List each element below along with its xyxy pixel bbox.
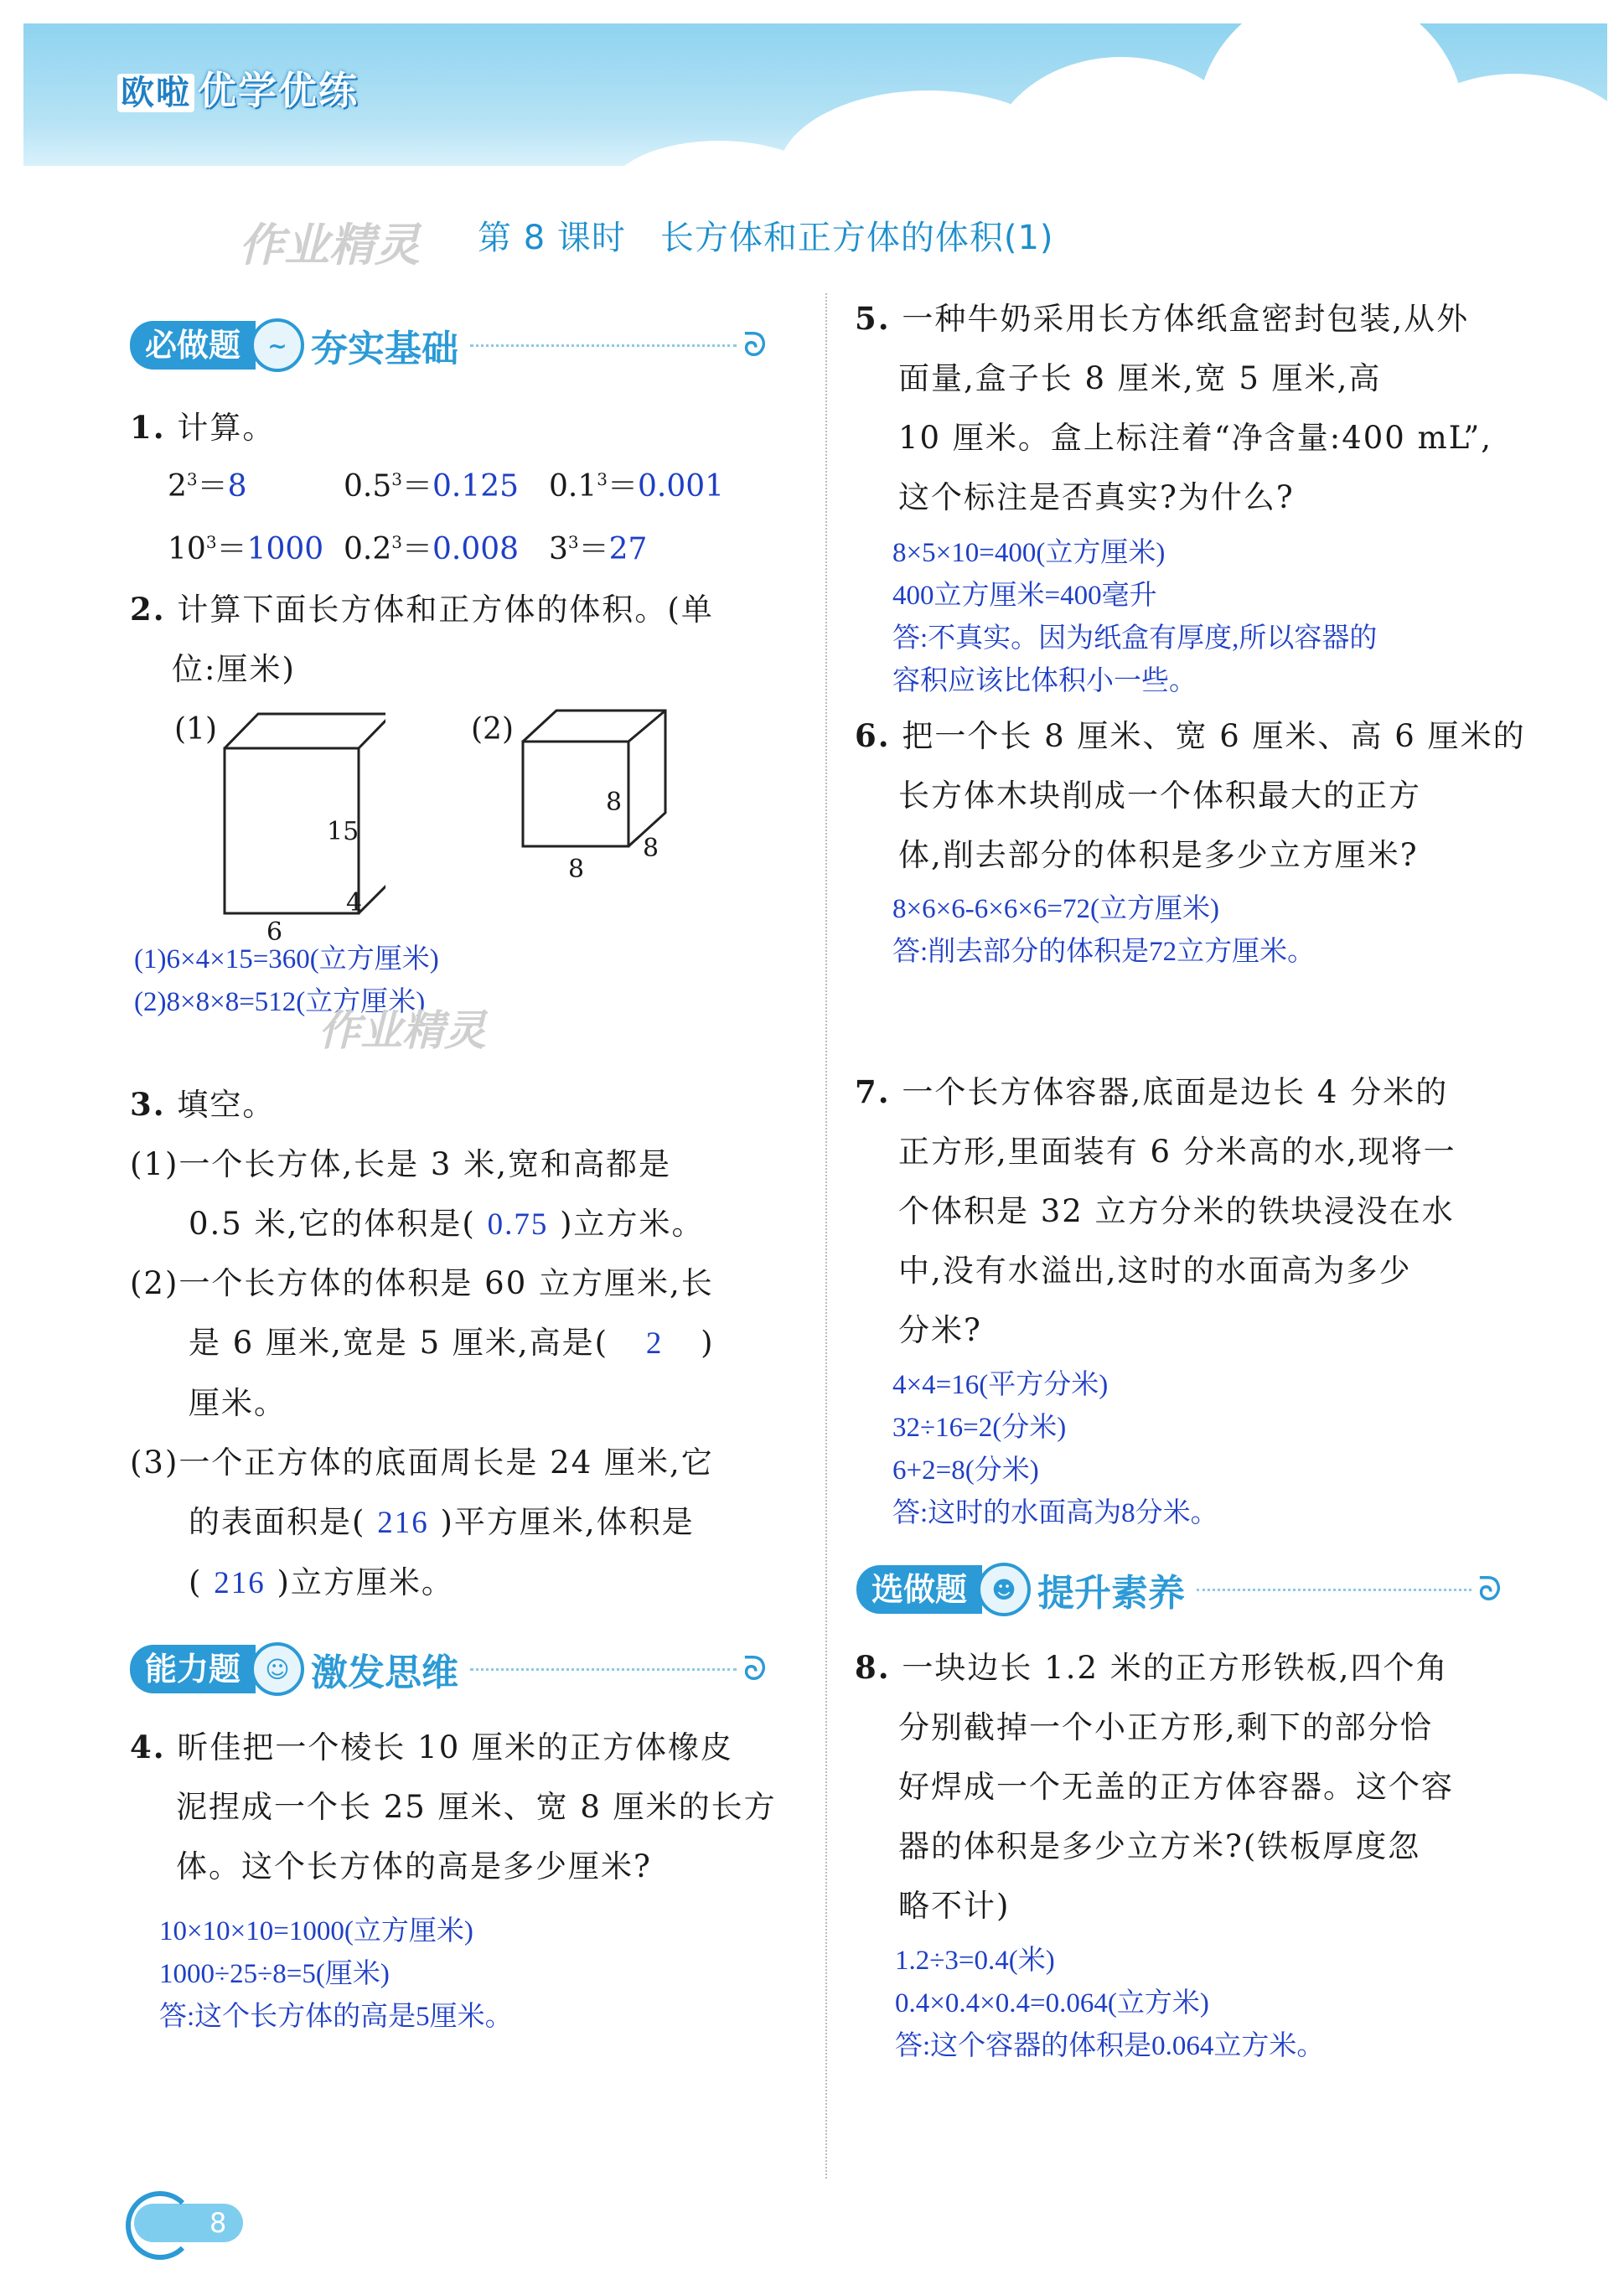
banner-dotted-line — [470, 344, 737, 347]
q2-answer-2: (2)8×8×8=512(立方厘米) — [134, 987, 426, 1017]
q3-prompt — [130, 1075, 275, 1135]
lesson-title: 第 8 课时 长方体和正方体的体积(1) — [478, 219, 1054, 257]
q7-number: 7. — [855, 1073, 891, 1110]
section-label: 能力题 — [130, 1645, 256, 1693]
brain-icon: ☺ — [251, 1642, 304, 1696]
q2-fig1-width: 4 — [346, 888, 363, 917]
banner-dotted-line — [470, 1668, 737, 1671]
section-banner-must — [130, 321, 767, 370]
q2-fig1-label: (1) — [174, 712, 217, 747]
q6-number: 6. — [855, 717, 891, 754]
q7-prompt: 7. 一个长方体容器,底面是边长 4 分米的 正方形,里面装有 6 分米高的水,现将一 个体积是 32 立方分米的铁块浸没在水 中,没有水溢出,这时的水面高为多少 分米? — [855, 1073, 1456, 1348]
brand-tag: 欧啦 — [117, 74, 194, 112]
q3-p3-answer-2: 216 — [214, 1566, 266, 1600]
q8-prompt: 8. 一块边长 1.2 米的正方形铁板,四个角 分别截掉一个小正方形,剩下的部分恰 好焊成一个无盖的正方体容器。这个容 器的体积是多少立方米?(铁板厚度忽 略不计) — [855, 1649, 1454, 1924]
q1-text: 计算。 — [177, 410, 276, 446]
section-subtitle: 提升素养 — [1037, 1572, 1186, 1615]
watermark: 作业精灵 — [239, 219, 420, 271]
q2-fig1-length: 6 — [266, 917, 283, 947]
q3-text: 填空。 — [177, 1087, 276, 1123]
section-label: 选做题 — [856, 1565, 982, 1614]
swirl-icon — [126, 2191, 194, 2260]
q1-answer-6: 27 — [608, 532, 648, 566]
q1-answer-3: 0.001 — [638, 469, 725, 504]
q8-number: 8. — [855, 1649, 891, 1686]
q1-item-3: $0.1^3=0.001$ — [549, 469, 725, 504]
brand-name: 优学优练 — [198, 68, 359, 113]
q1-item-6: $3^3=27$ — [549, 532, 648, 566]
q2-answer-1: (1)6×4×15=360(立方厘米) — [134, 944, 439, 974]
q2-fig2-side-a: 8 — [606, 788, 623, 817]
brand-logo — [117, 60, 359, 116]
q1-answer-4: 1000 — [246, 532, 324, 566]
q1-item-2: $0.5^3=0.125$ — [344, 469, 520, 504]
q7-answers: 4×4=16(平方分米) 32÷16=2(分米) 6+2=8(分米) 答:这时的水面高为8分米。 — [892, 1370, 1218, 1528]
q3-p2-line-1: (2)一个长方体的体积是 60 立方厘米,长 — [130, 1265, 714, 1301]
q1-number: 1. — [130, 409, 166, 446]
column-divider — [825, 293, 827, 2179]
q2-prompt — [130, 580, 714, 699]
q5-answers: 8×5×10=400(立方厘米) 400立方厘米=400毫升 答:不真实。因为纸盒有厚度,所以容器的 容积应该比体积小一些。 — [892, 538, 1378, 696]
q1-prompt — [130, 398, 275, 457]
q1-item-5: $0.2^3=0.008$ — [344, 532, 520, 566]
q6-answers: 8×6×6-6×6×6=72(立方厘米) 答:削去部分的体积是72立方厘米。 — [892, 894, 1316, 967]
section-banner-ability — [130, 1645, 767, 1693]
page-number: 8 — [134, 2204, 243, 2242]
q3-p3-answer-1: 216 — [377, 1506, 429, 1540]
q1-item-1: $2^3=8$ — [168, 469, 247, 504]
q1-answer-5: 0.008 — [432, 532, 520, 566]
q3-p2-answer: 2 — [645, 1326, 664, 1361]
q2-fig1-height: 15 — [327, 817, 359, 846]
swirl-icon: ᘐ — [742, 326, 767, 364]
section-banner-optional — [856, 1565, 1502, 1614]
q2-line-2: 位:厘米) — [172, 651, 296, 687]
q5-prompt: 5. 一种牛奶采用长方体纸盒密封包装,从外 面量,盒子长 8 厘米,宽 5 厘米,高 10 厘米。盒上标注着“净含量:400 mL”, 这个标注是否真实?为什么? — [855, 300, 1493, 515]
q2-fig2-side-b: 8 — [643, 834, 659, 863]
q8-answers: 1.2÷3=0.4(米) 0.4×0.4×0.4=0.064(立方米) 答:这个容器的体积是0.064立方米。 — [895, 1946, 1325, 2061]
watermark-2: 作业精灵 — [318, 1006, 486, 1055]
swirl-icon: ᘐ — [742, 1650, 767, 1688]
q1-item-4: $10^3=1000$ — [168, 532, 324, 566]
section-subtitle: 激发思维 — [311, 1651, 459, 1694]
q1-answer-2: 0.125 — [432, 469, 520, 504]
q3-part-3: (3)一个正方体的底面周长是 24 厘米,它 的表面积是( 216 )平方厘米,体积是 ( 216 )立方厘米。 — [130, 1433, 800, 1613]
swirl-icon: ᘐ — [1477, 1570, 1502, 1609]
q2-fig2-label: (2) — [471, 712, 514, 747]
q4-prompt: 4. 昕佳把一个棱长 10 厘米的正方体橡皮 泥捏成一个长 25 厘米、宽 8 厘米的长方 体。这个长方体的高是多少厘米? — [130, 1729, 777, 1884]
q3-part-2: (2)一个长方体的体积是 60 立方厘米,长 是 6 厘米,宽是 5 厘米,高是( 2 ) 厘米。 — [130, 1253, 800, 1433]
q4-number: 4. — [130, 1729, 166, 1765]
q3-p3-line-1: (3)一个正方体的底面周长是 24 厘米,它 — [130, 1445, 714, 1481]
banner-dotted-line — [1197, 1589, 1471, 1591]
section-label: 必做题 — [130, 321, 256, 370]
q3-part-1: (1)一个长方体,长是 3 米,宽和高都是 0.5 米,它的体积是( 0.75 )立方米。 — [130, 1135, 800, 1254]
q4-answers: 10×10×10=1000(立方厘米) 1000÷25÷8=5(厘米) 答:这个长方体的高是5厘米。 — [159, 1916, 513, 2032]
q2-number: 2. — [130, 591, 166, 628]
q2-line-1: 计算下面长方体和正方体的体积。(单 — [177, 592, 714, 628]
q3-number: 3. — [130, 1086, 166, 1123]
q3-p1-answer: 0.75 — [487, 1207, 549, 1242]
q2-figure-cube — [503, 704, 687, 871]
q1-answer-1: 8 — [227, 469, 247, 504]
q5-number: 5. — [855, 300, 891, 337]
q2-fig2-side-c: 8 — [568, 855, 585, 884]
q6-prompt: 6. 把一个长 8 厘米、宽 6 厘米、高 6 厘米的 长方体木块削成一个体积最大的正方 体,削去部分的体积是多少立方厘米? — [855, 717, 1526, 873]
section-subtitle: 夯实基础 — [311, 328, 459, 370]
graph-icon: ~ — [251, 318, 304, 372]
face-icon: ☻ — [977, 1563, 1031, 1616]
q3-p1-line-1: (1)一个长方体,长是 3 米,宽和高都是 — [130, 1146, 671, 1182]
